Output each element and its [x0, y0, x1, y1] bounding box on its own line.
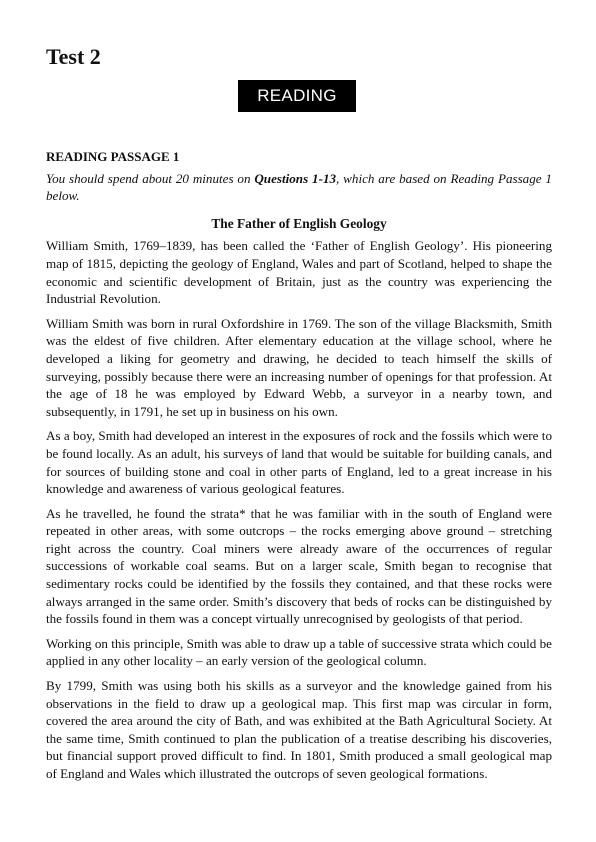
instructions-after: , which are based on Reading Passage 1 below.	[46, 170, 552, 204]
reading-section-banner	[238, 80, 356, 112]
test-title: Test 2	[46, 44, 101, 69]
passage-content	[46, 148, 552, 790]
paragraph: William Smith, 1769–1839, has been called the ‘Father of English Geology’. His pioneering map of 1815, depicting the geology of England, Wales and part of Scotland, helped to shape the economic and scientific development of Britain, just as the country was experiencing the Industrial Revolution.	[46, 238, 552, 307]
instructions-before: You should spend about 20 minutes on	[46, 170, 255, 186]
section-label: READING	[257, 86, 337, 105]
paragraph: By 1799, Smith was using both his skills as a surveyor and the knowledge gained from his observations in the field to draw up a geological map. This first map was circular in form, covered the area around the city of Bath, and was exhibited at the Bath Agricultural Society. At the same time, Smith continued to plan the publication of a treatise describing his discoveries, but financial support proved difficult to find. In 1801, Smith produced a small geological map of England and Wales which illustrated the outcrops of seven geological formations.	[46, 678, 552, 781]
paragraph: William Smith was born in rural Oxfordshire in 1769. The son of the village Blacksmith, Smith was the eldest of five children. After elementary education at the village school, where he developed a liking for geometry and drawing, he decided to teach himself the skills of surveying, possibly because there were an increasing number of openings for that profession. At the age of 18 he was employed by Edward Webb, a surveyor in a nearby town, and subsequently, in 1791, he set up in business on his own.	[46, 315, 552, 419]
paragraph: Working on this principle, Smith was able to draw up a table of successive strata which could be applied in any other locality – an early version of the geological column.	[46, 635, 552, 669]
instructions-questions: Questions 1-13	[254, 170, 337, 186]
passage-title: The Father of English Geology	[211, 215, 387, 231]
passage-instructions	[46, 170, 552, 205]
paragraph: As a boy, Smith had developed an interest in the exposures of rock and the fossils which were to be found locally. As an adult, his surveys of land that would be suitable for building canals, and for sources of building stone and coal in other parts of England, led to a great increase in his knowledge and awareness of various geological features.	[46, 428, 552, 497]
passage-label: READING PASSAGE 1	[46, 149, 180, 164]
paragraph: As he travelled, he found the strata* that he was familiar with in the south of England were repeated in other areas, with some outcrops – the rocks emerging above ground – stretching right across the country. Coal miners were already aware of the occurrences of regular successions of workable coal seams. But on a larger scale, Smith began to recognise that sedimentary rocks could be identified by the fossils they contained, and that these rocks were always arranged in the same order. Smith’s discovery that beds of rocks can be distinguished by the fossils found in them was a concept virtually unrecognised by geologists of that period.	[46, 505, 552, 627]
